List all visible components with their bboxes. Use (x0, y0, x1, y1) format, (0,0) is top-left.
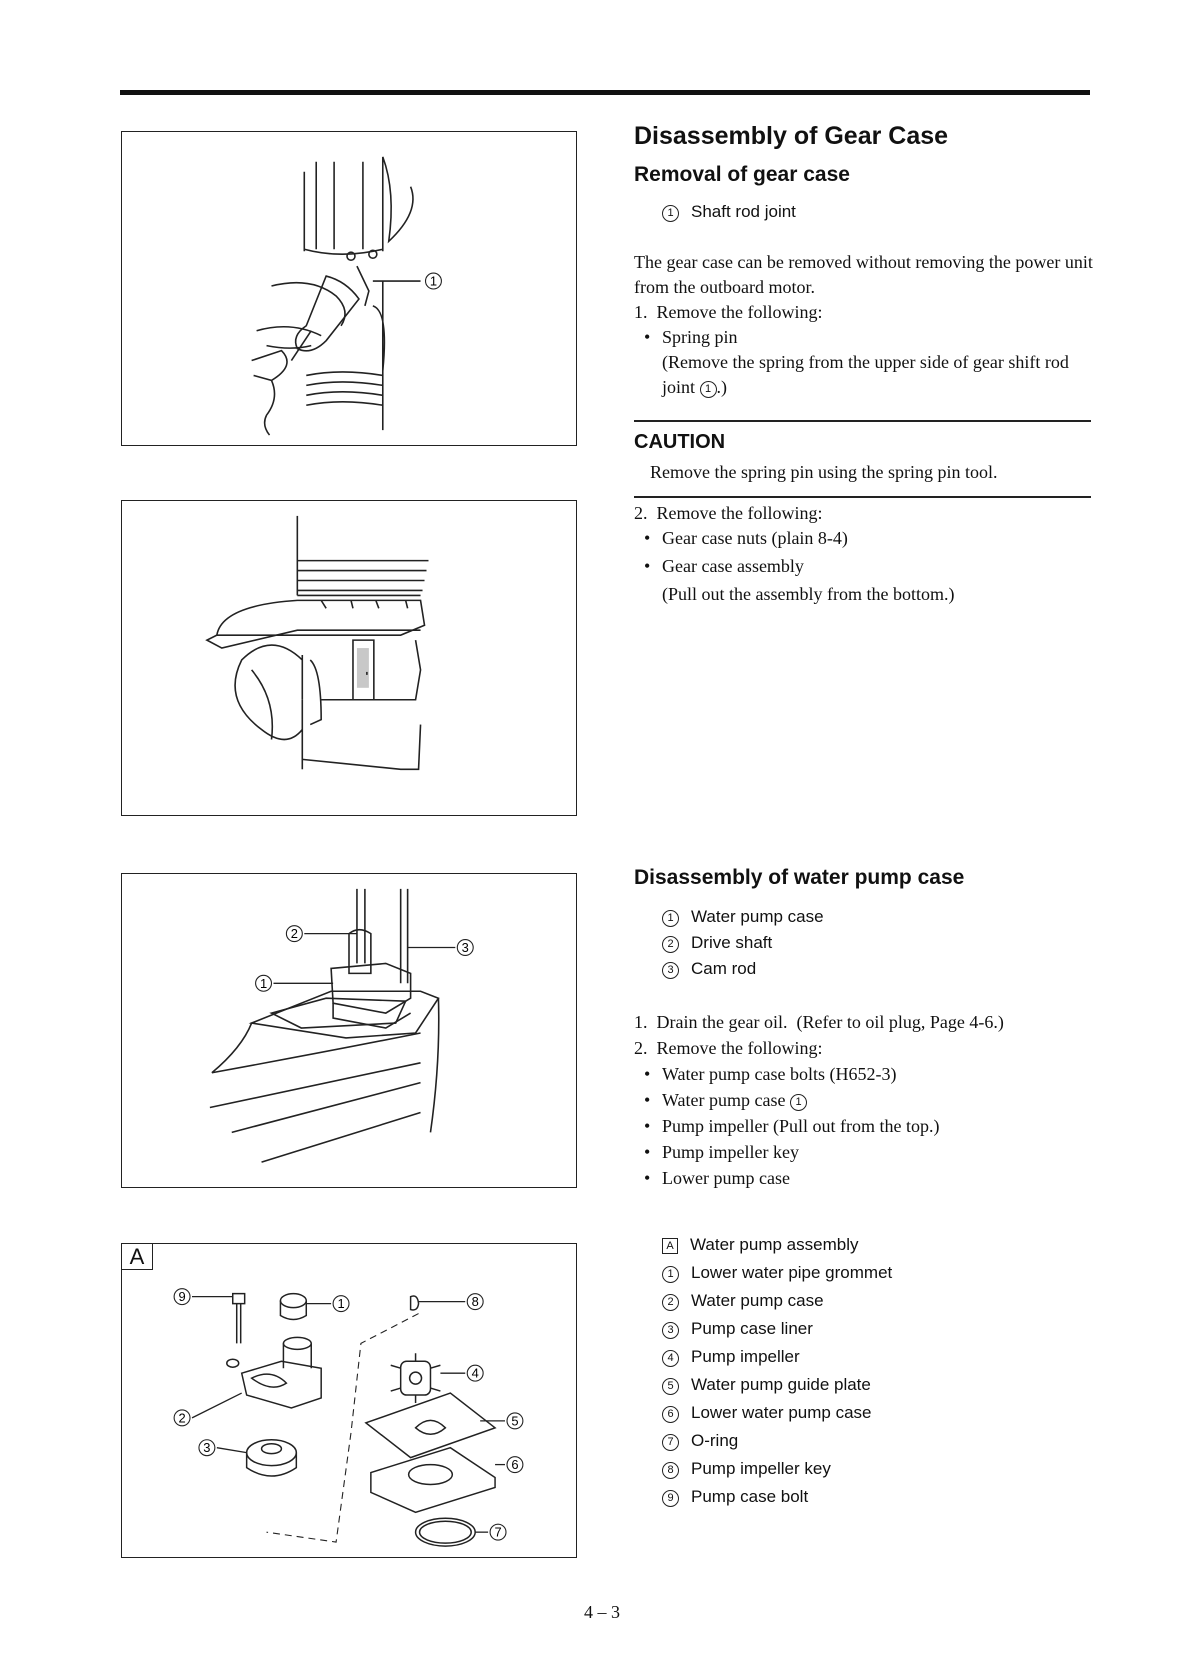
intro-text: The gear case can be removed without removing the power unit from the outboard motor. (634, 252, 1093, 297)
step-2-note: (Pull out the assembly from the bottom.) (662, 584, 955, 604)
step-1-note-text: (Remove the spring from the upper side of gear shift rod joint (662, 352, 1069, 397)
step-2-item (634, 1087, 1094, 1113)
legend-mark: 7 (662, 1434, 679, 1451)
step-1: 1. Drain the gear oil. (Refer to oil plug, Page 4-6.) (634, 1012, 1004, 1032)
fig1-callout-1: 1 (429, 273, 438, 289)
legend-label: Water pump case (691, 1291, 824, 1310)
legend-item (662, 1483, 892, 1511)
legend-mark: 3 (662, 962, 679, 979)
step-2-item: • Gear case assembly (634, 554, 1094, 579)
legend-label: O-ring (691, 1431, 739, 1450)
legend-item (662, 1287, 892, 1315)
legend-label: Lower water pump case (691, 1403, 872, 1422)
legend-mark: 1 (662, 910, 679, 927)
caution-title: CAUTION (634, 431, 726, 453)
shaft-rod-joint-illustration (122, 132, 576, 445)
legend-label: Pump impeller (691, 1347, 800, 1366)
top-rule (120, 90, 1090, 95)
step-2: 2. Remove the following: (634, 1038, 823, 1058)
figure-label-box: A (121, 1243, 153, 1270)
section-heading-water-pump: Disassembly of water pump case (634, 866, 965, 889)
legend-box-mark: A (662, 1238, 678, 1254)
fig3-callout-2: 2 (290, 926, 298, 942)
step-1-note (634, 350, 1094, 400)
legend-mark: 1 (662, 1266, 679, 1283)
legend-item (662, 1259, 892, 1287)
fig4-callout-8: 8 (471, 1294, 479, 1310)
legend-water-pump (662, 904, 824, 982)
page-title: Disassembly of Gear Case (634, 122, 949, 150)
legend-label: Water pump case (691, 907, 824, 926)
fig4-callout-2: 2 (178, 1410, 186, 1426)
legend-item (662, 1315, 892, 1343)
item-text: Water pump case (662, 1090, 786, 1110)
legend-mark: 2 (662, 1294, 679, 1311)
legend-item (662, 199, 796, 225)
legend-mark: 4 (662, 1350, 679, 1367)
legend-mark: 5 (662, 1378, 679, 1395)
fig4-callout-5: 5 (511, 1413, 519, 1429)
legend-label: Cam rod (691, 959, 757, 978)
figure-shaft-rod-joint (121, 131, 577, 446)
legend-item (662, 1427, 892, 1455)
figure-water-pump-assembly (121, 1243, 577, 1558)
legend-item (662, 1343, 892, 1371)
removal-step-2 (634, 501, 1094, 607)
fig4-callout-6: 6 (511, 1457, 519, 1473)
step-1: 1. Remove the following: (634, 302, 823, 322)
section-heading-removal: Removal of gear case (634, 163, 850, 186)
figure-gear-case-removal (121, 500, 577, 816)
step-1-item: • Spring pin (634, 325, 1094, 350)
figure-water-pump-case (121, 873, 577, 1188)
legend-label: Lower water pipe grommet (691, 1263, 893, 1282)
legend-item (662, 930, 824, 956)
step-2: 2. Remove the following: (634, 503, 823, 523)
caution-text: Remove the spring pin using the spring pin tool. (650, 462, 998, 482)
step-2-item: • Pump impeller (Pull out from the top.) (634, 1113, 1094, 1139)
legend-item (662, 956, 824, 982)
legend-label: Water pump assembly (690, 1235, 859, 1254)
legend-mark: 6 (662, 1406, 679, 1423)
removal-instructions (634, 250, 1094, 400)
legend-mark: 9 (662, 1490, 679, 1507)
fig4-callout-9: 9 (178, 1289, 186, 1305)
caution-top-rule (634, 420, 1091, 422)
water-pump-instructions (634, 1009, 1094, 1191)
water-pump-assembly-illustration (122, 1244, 576, 1557)
legend-mark: 2 (662, 936, 679, 953)
step-2-item: • Pump impeller key (634, 1139, 1094, 1165)
fig4-callout-4: 4 (471, 1365, 479, 1381)
gear-case-illustration (122, 501, 576, 815)
water-pump-case-illustration (122, 874, 576, 1187)
fig3-callout-3: 3 (461, 940, 469, 956)
legend-label: Water pump guide plate (691, 1375, 871, 1394)
legend-label: Pump impeller key (691, 1459, 831, 1478)
step-2-item: • Water pump case bolts (H652-3) (634, 1061, 1094, 1087)
step-2-item: • Gear case nuts (plain 8-4) (634, 526, 1094, 551)
legend-label: Pump case bolt (691, 1487, 809, 1506)
legend-item (662, 1455, 892, 1483)
step-2-item: • Lower pump case (634, 1165, 1094, 1191)
legend-item (662, 1399, 892, 1427)
legend-mark: 3 (662, 1322, 679, 1339)
legend-title (662, 1231, 892, 1259)
legend-mark: 1 (662, 205, 679, 222)
legend-label: Drive shaft (691, 933, 773, 952)
inline-mark: 1 (790, 1094, 807, 1111)
legend-label: Shaft rod joint (691, 202, 796, 221)
legend-item (662, 904, 824, 930)
page-number: 4 – 3 (584, 1602, 620, 1622)
step-1-note-end: .) (716, 377, 728, 397)
inline-mark: 1 (700, 381, 717, 398)
caution-bottom-rule (634, 496, 1091, 498)
legend-mark: 8 (662, 1462, 679, 1479)
legend-water-pump-assembly (662, 1231, 892, 1511)
fig4-callout-1: 1 (337, 1296, 345, 1312)
fig3-callout-1: 1 (259, 975, 268, 991)
legend-label: Pump case liner (691, 1319, 813, 1338)
legend-item (662, 1371, 892, 1399)
legend-removal (662, 199, 796, 225)
fig4-callout-7: 7 (494, 1524, 502, 1540)
fig4-callout-3: 3 (203, 1440, 211, 1456)
